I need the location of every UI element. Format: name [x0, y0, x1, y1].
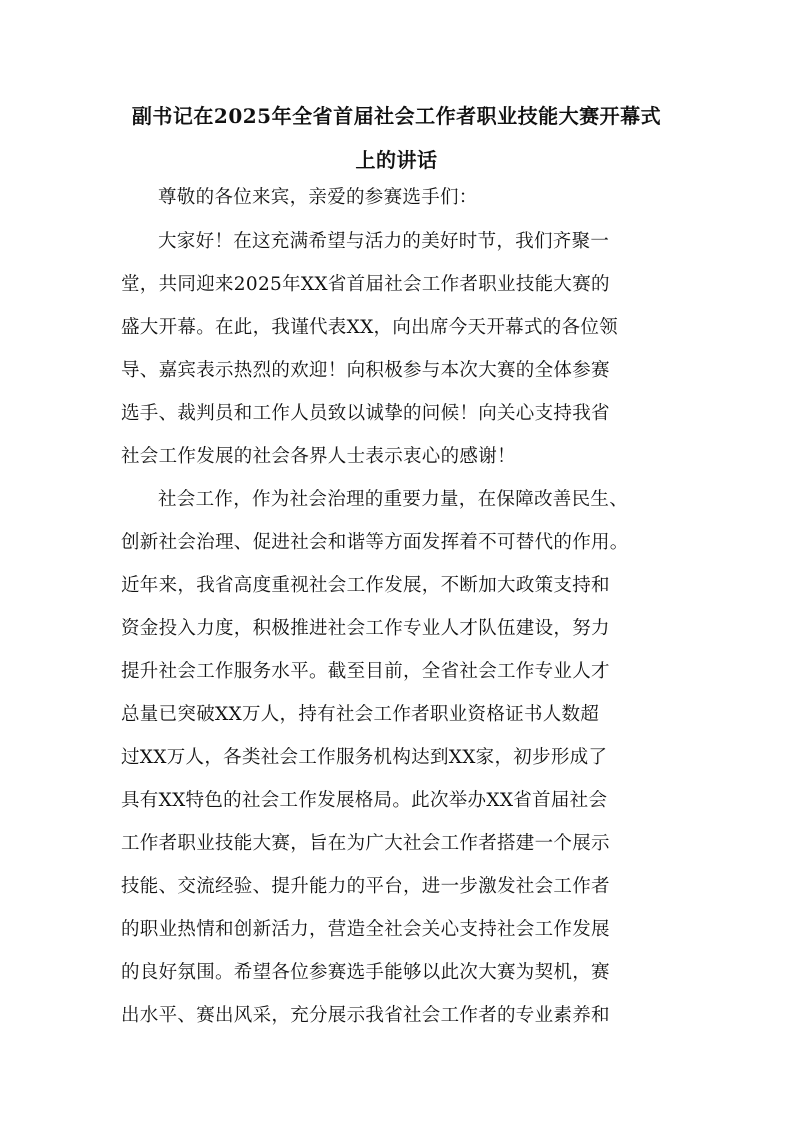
body-line: 工作者职业技能大赛，旨在为广大社会工作者搭建一个展示 — [121, 833, 610, 854]
body-line: 的良好氛围。希望各位参赛选手能够以此次大赛为契机，赛 — [121, 962, 610, 983]
body-line: 社会工作，作为社会治理的重要力量，在保障改善民生、 — [158, 489, 629, 510]
body-line: 导、嘉宾表示热烈的欢迎！向积极参与本次大赛的全体参赛 — [121, 360, 610, 381]
body-line: 近年来，我省高度重视社会工作发展，不断加大政策支持和 — [121, 575, 610, 596]
body-line: 具有XX特色的社会工作发展格局。此次举办XX省首届社会 — [121, 790, 608, 811]
body-line: 创新社会治理、促进社会和谐等方面发挥着不可替代的作用。 — [121, 532, 629, 553]
document-title-line-1: 副书记在2025年全省首届社会工作者职业技能大赛开幕式 — [131, 104, 662, 128]
body-line: 大家好！在这充满希望与活力的美好时节，我们齐聚一 — [158, 231, 610, 252]
body-line: 选手、裁判员和工作人员致以诚挚的问候！向关心支持我省 — [121, 403, 610, 424]
body-line: 的职业热情和创新活力，营造全社会关心支持社会工作发展 — [121, 919, 610, 940]
body-line: 提升社会工作服务水平。截至目前，全省社会工作专业人才 — [121, 661, 610, 682]
body-line: 社会工作发展的社会各界人士表示衷心的感谢！ — [121, 446, 516, 467]
body-line: 出水平、赛出风采，充分展示我省社会工作者的专业素养和 — [121, 1005, 610, 1026]
body-line: 资金投入力度，积极推进社会工作专业人才队伍建设，努力 — [121, 618, 610, 639]
body-line: 过XX万人，各类社会工作服务机构达到XX家，初步形成了 — [121, 747, 608, 768]
salutation-line: 尊敬的各位来宾，亲爱的参赛选手们： — [158, 187, 478, 208]
body-line: 技能、交流经验、提升能力的平台，进一步激发社会工作者 — [121, 876, 610, 897]
body-line: 盛大开幕。在此，我谨代表XX，向出席今天开幕式的各位领 — [121, 317, 618, 338]
document-title-line-2: 上的讲话 — [355, 148, 438, 172]
body-line: 堂，共同迎来2025年XX省首届社会工作者职业技能大赛的 — [121, 274, 610, 295]
body-line: 总量已突破XX万人，持有社会工作者职业资格证书人数超 — [121, 704, 600, 725]
